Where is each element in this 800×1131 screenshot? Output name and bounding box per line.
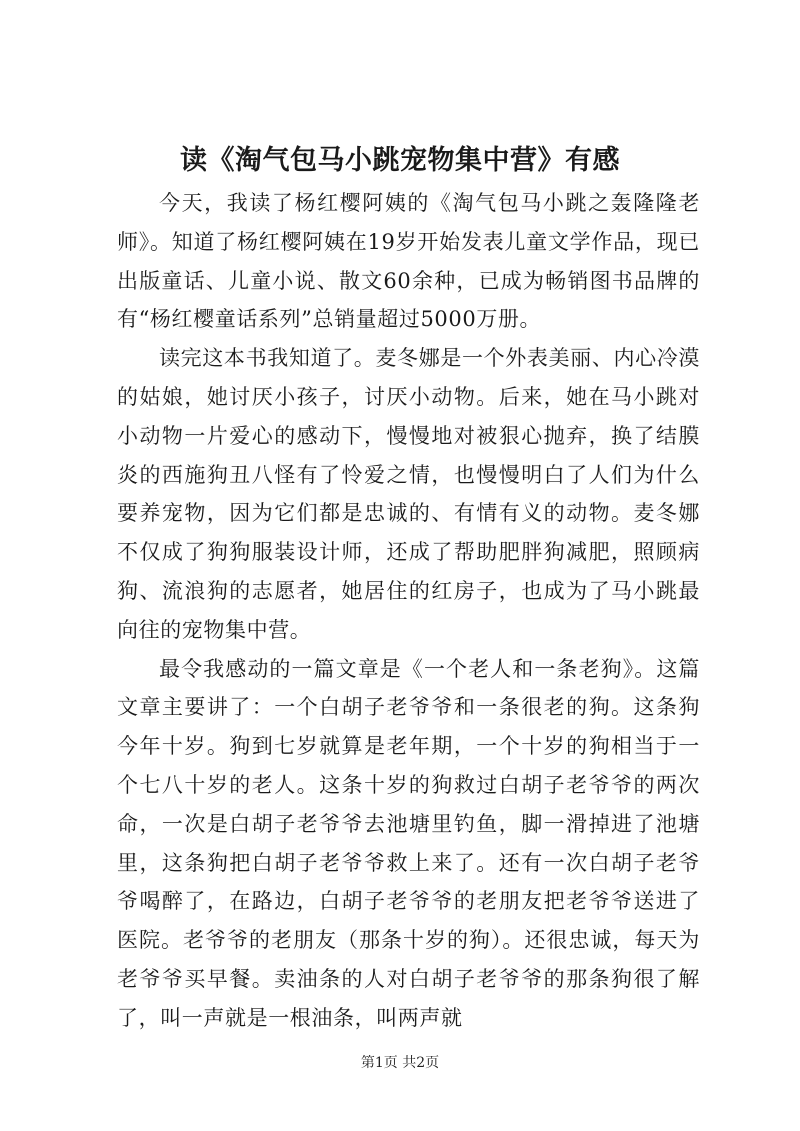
paragraph-1: 今天，我读了杨红樱阿姨的《淘气包马小跳之轰隆隆老师》。知道了杨红樱阿姨在19岁开始发表儿童文学作品，现已出版童话、儿童小说、散文60余种，已成为畅销图书品牌的有“杨红樱童话系列”总销量超过5000万册。 <box>117 191 700 332</box>
page-number-footer: 第1页 共2页 <box>360 1055 440 1071</box>
paragraph-3: 最令我感动的一篇文章是《一个老人和一条老狗》。这篇文章主要讲了：一个白胡子老爷爷和一条很老的狗。这条狗今年十岁。狗到七岁就算是老年期，一个十岁的狗相当于一个七八十岁的老人。这条十岁的狗救过白胡子老爷爷的两次命，一次是白胡子老爷爷去池塘里钓鱼，脚一滑掉进了池塘里，这条狗把白胡子老爷爷救上来了。还有一次白胡子老爷爷喝醉了，在路边，白胡子老爷爷的老朋友把老爷爷送进了医院。老爷爷的老朋友（那条十岁的狗）。还很忠诚，每天为老爷爷买早餐。卖油条的人对白胡子老爷爷的那条狗很了解了，叫一声就是一根油条，叫两声就 <box>117 656 700 1030</box>
document-title: 读《淘气包马小跳宠物集中营》有感 <box>180 145 620 176</box>
paragraph-2: 读完这本书我知道了。麦冬娜是一个外表美丽、内心冷漠的姑娘，她讨厌小孩子，讨厌小动物。后来，她在马小跳对小动物一片爱心的感动下，慢慢地对被狠心抛弃，换了结膜炎的西施狗丑八怪有了怜爱之情，也慢慢明白了人们为什么要养宠物，因为它们都是忠诚的、有情有义的动物。麦冬娜不仅成了狗狗服装设计师，还成了帮助肥胖狗减肥，照顾病狗、流浪狗的志愿者，她居住的红房子，也成为了马小跳最向往的宠物集中营。 <box>117 346 700 642</box>
document-body <box>117 184 700 1038</box>
